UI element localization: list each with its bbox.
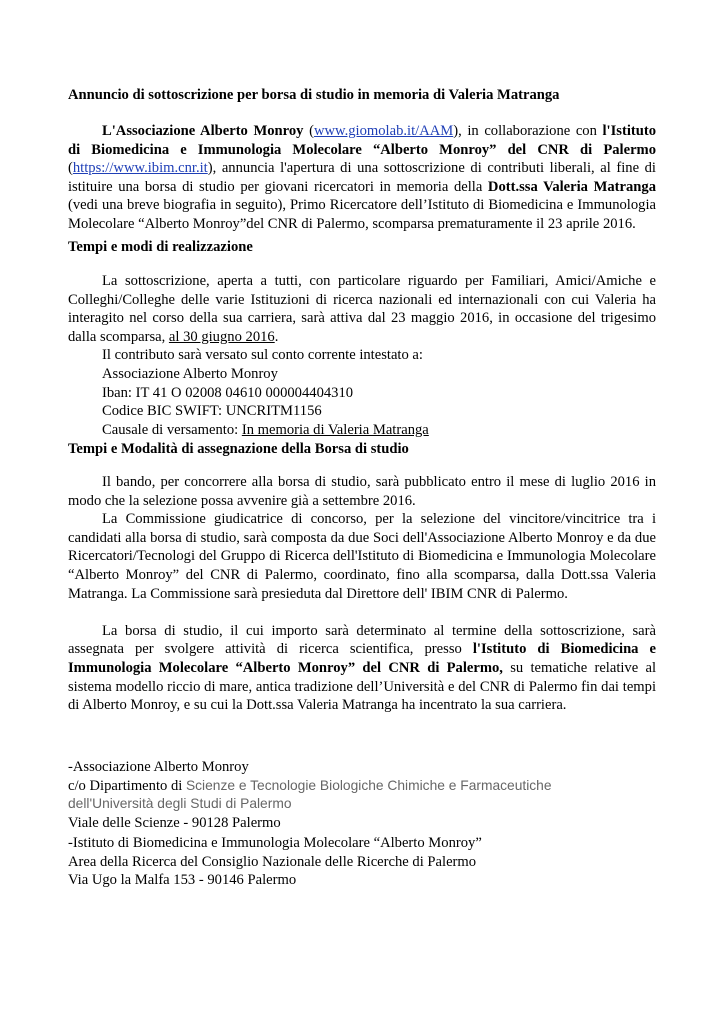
- footer-address: Via Ugo la Malfa 153 - 90146 Palermo: [68, 872, 297, 889]
- footer-association: [68, 758, 656, 832]
- swift-line: Codice BIC SWIFT: UNCRITM1156: [102, 403, 322, 420]
- intro-text: (: [303, 123, 314, 139]
- footer-institute: [68, 834, 656, 890]
- giomolab-link[interactable]: www.giomolab.it/AAM: [313, 123, 454, 139]
- subscription-text: .: [274, 328, 279, 345]
- intro-text: (vedi una breve biografia in seguito), Primo Ricercatore dell’Istituto di Biomedicina e Immunologia Molecolare “Alberto Monroy”del CNR di Palermo, scomparsa prematuramente il 23 aprile 2016.: [68, 197, 656, 232]
- subscription-text: La sottoscrizione, aperta a tutti, con particolare riguardo per Familiari, Amici/Amiche e Colleghi/Colleghe delle varie Istituzioni di ricerca nazionali ed internazionali con cui Valeria ha interagito nel corso della sua carriera, sarà attiva dal 23 maggio 2016, in occasione del trigesimo dalla scomparsa,: [68, 273, 656, 345]
- matranga-name: Dott.ssa Valeria Matranga: [487, 178, 657, 195]
- footer-line: -Istituto di Biomedicina e Immunologia Molecolare “Alberto Monroy”: [68, 835, 482, 851]
- bando-paragraph: Il bando, per concorrere alla borsa di studio, sarà pubblicato entro il mese di luglio 2016 in modo che la selezione possa avvenire già a settembre 2016.: [68, 474, 656, 509]
- intro-text: (: [68, 160, 73, 177]
- ibim-name: l'Istituto di Biomedicina e Immunologia Molecolare “Alberto Monroy” del CNR di Palermo: [68, 123, 657, 158]
- footer-department: Scienze e Tecnologie Biologiche Chimiche e Farmaceutiche: [185, 777, 552, 793]
- footer-address: Viale delle Scienze - 90128 Palermo: [68, 814, 281, 831]
- section-tempi-modi: [68, 272, 656, 439]
- footer-university: dell'Università degli Studi di Palermo: [68, 796, 292, 812]
- association-name: L'Associazione Alberto Monroy: [102, 123, 304, 139]
- borsa-text: La borsa di studio, il cui importo sarà determinato al termine della sottoscrizione, sarà assegnata per svolgere attività di ricerca scientifica, presso: [68, 622, 656, 658]
- footer-line: Area della Ricerca del Consiglio Nazionale delle Ricerche di Palermo: [68, 853, 477, 870]
- footer-line: -Associazione Alberto Monroy: [68, 759, 249, 775]
- section-heading-assegnazione: Tempi e Modalità di assegnazione della Borsa di studio: [68, 441, 409, 457]
- subscription-paragraph: [68, 272, 656, 346]
- commissione-paragraph: La Commissione giudicatrice di concorso, per la selezione del vincitore/vincitrice tra i candidati alla borsa di studio, sarà composta da due Soci dell'Associazione Alberto Monroy e da due Ricercatori/Tecnologi del Gruppo di Ricerca dell'Istituto di Biomedicina e Immunologia Molecolare “Alberto Monroy” del CNR di Palermo, coordinato, fino alla scomparsa, dalla Dott.ssa Valeria Matranga. La Commissione sarà presieduta dal Direttore dell' IBIM CNR di Palermo.: [68, 511, 656, 602]
- borsa-paragraph: [68, 622, 656, 715]
- iban-line: Iban: IT 41 O 02008 04610 000004404310: [102, 384, 354, 401]
- ibim-name: l'Istituto di Biomedicina e Immunologia Molecolare “Alberto Monroy” del CNR di Palermo,: [68, 641, 657, 676]
- intro-paragraph: [68, 122, 656, 234]
- footer-text: c/o Dipartimento di: [68, 777, 186, 794]
- bank-line: Associazione Alberto Monroy: [102, 365, 278, 382]
- ibim-link[interactable]: https://www.ibim.cnr.it: [72, 160, 208, 177]
- footer-line: [68, 777, 656, 796]
- causale-value: In memoria di Valeria Matranga: [241, 421, 429, 438]
- section-heading-tempi-modi: Tempi e modi di realizzazione: [68, 239, 253, 255]
- causale-line: [68, 421, 656, 440]
- intro-text: ), annuncia l'apertura di una sottoscrizione di contributi liberali, al fine di istituire una borsa di studio per giovani ricercatori in memoria della: [68, 160, 656, 195]
- intro-text: ), in collaborazione con: [453, 123, 603, 139]
- bank-line: Il contributo sarà versato sul conto corrente intestato a:: [102, 347, 423, 364]
- end-date: al 30 giugno 2016: [168, 328, 275, 345]
- causale-label: Causale di versamento:: [102, 421, 242, 438]
- section-assegnazione: [68, 473, 656, 715]
- document-title: Annuncio di sottoscrizione per borsa di studio in memoria di Valeria Matranga: [68, 87, 560, 103]
- borsa-text: su tematiche relative al sistema modello riccio di mare, antica tradizione dell’Università e del CNR di Palermo fin dai tempi di Alberto Monroy, e su cui la Dott.ssa Valeria Matranga ha incentrato la sua carriera.: [68, 659, 657, 714]
